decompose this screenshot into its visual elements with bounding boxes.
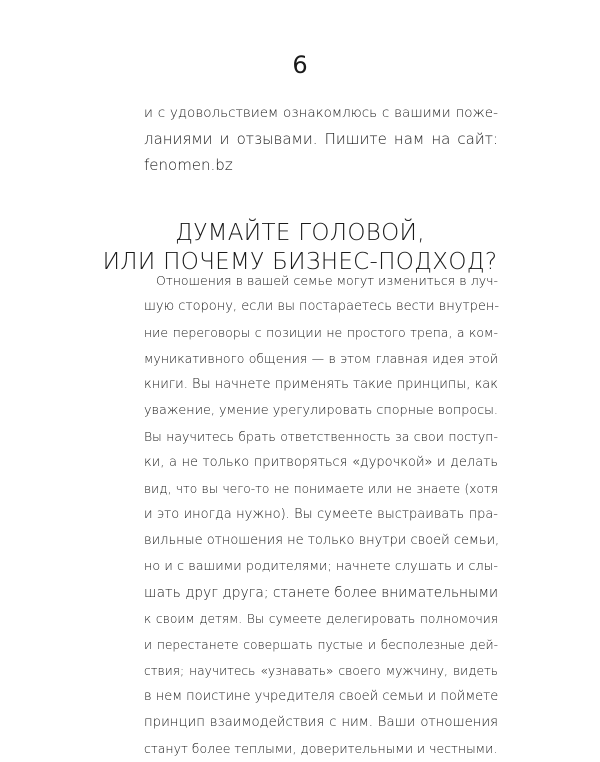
text-line: ние переговоры с позиции не простого трепа, а ком- xyxy=(144,325,498,340)
text-line: ки, а не только притворяться «дурочкой» и делать xyxy=(144,455,498,470)
text-line: ланиями и отзывами. Пишите нам на сайт: xyxy=(144,130,498,148)
text-line: вильные отношения не только внутри своей семьи, xyxy=(144,533,500,548)
text-line: fenomen.bz xyxy=(144,156,233,174)
text-line: станут более теплыми, доверительными и честными. xyxy=(144,741,498,756)
intro-paragraph xyxy=(144,100,498,178)
text-line: Вы научитесь брать ответственность за свои поступ- xyxy=(144,429,498,444)
text-line: шую сторону, если вы постараетесь вести внутрен- xyxy=(144,299,500,314)
text-line: шать друг друга; станете более внимательными xyxy=(144,585,498,601)
text-line: принцип взаимодействия с ним. Ваши отношения xyxy=(144,715,498,730)
text-line: вид, что вы чего-то не понимаете или не знаете (хотя xyxy=(144,482,498,496)
text-line: и с удовольствием ознакомлюсь с вашими поже- xyxy=(144,105,498,121)
heading-line: ДУМАЙТЕ ГОЛОВОЙ, xyxy=(175,220,425,246)
text-line: муникативного общения — в этом главная идея этой xyxy=(144,351,498,366)
text-line: книги. Вы начнете применять такие принципы, как xyxy=(144,377,498,392)
text-line: Отношения в вашей семье могут измениться в луч- xyxy=(156,273,498,288)
text-line: к своим детям. Вы сумеете делегировать полномочия xyxy=(144,612,498,626)
text-line: в нем поистине учредителя своей семьи и поймете xyxy=(144,689,499,704)
main-paragraph xyxy=(144,268,498,762)
text-line: и перестанете совершать пустые и бесполезные дей- xyxy=(144,638,498,652)
text-line: ствия; научитесь «узнавать» своего мужчину, видеть xyxy=(144,664,498,678)
text-line: но и с вашими родителями; начнете слушать и слы- xyxy=(144,559,498,574)
page-number: 6 xyxy=(292,51,308,79)
heading-line: ИЛИ ПОЧЕМУ БИЗНЕС-ПОДХОД? xyxy=(102,249,498,275)
text-line: уважение, умение урегулировать спорные вопросы. xyxy=(144,403,498,418)
text-line: и это иногда нужно). Вы сумеете выстраивать пра- xyxy=(144,507,498,522)
